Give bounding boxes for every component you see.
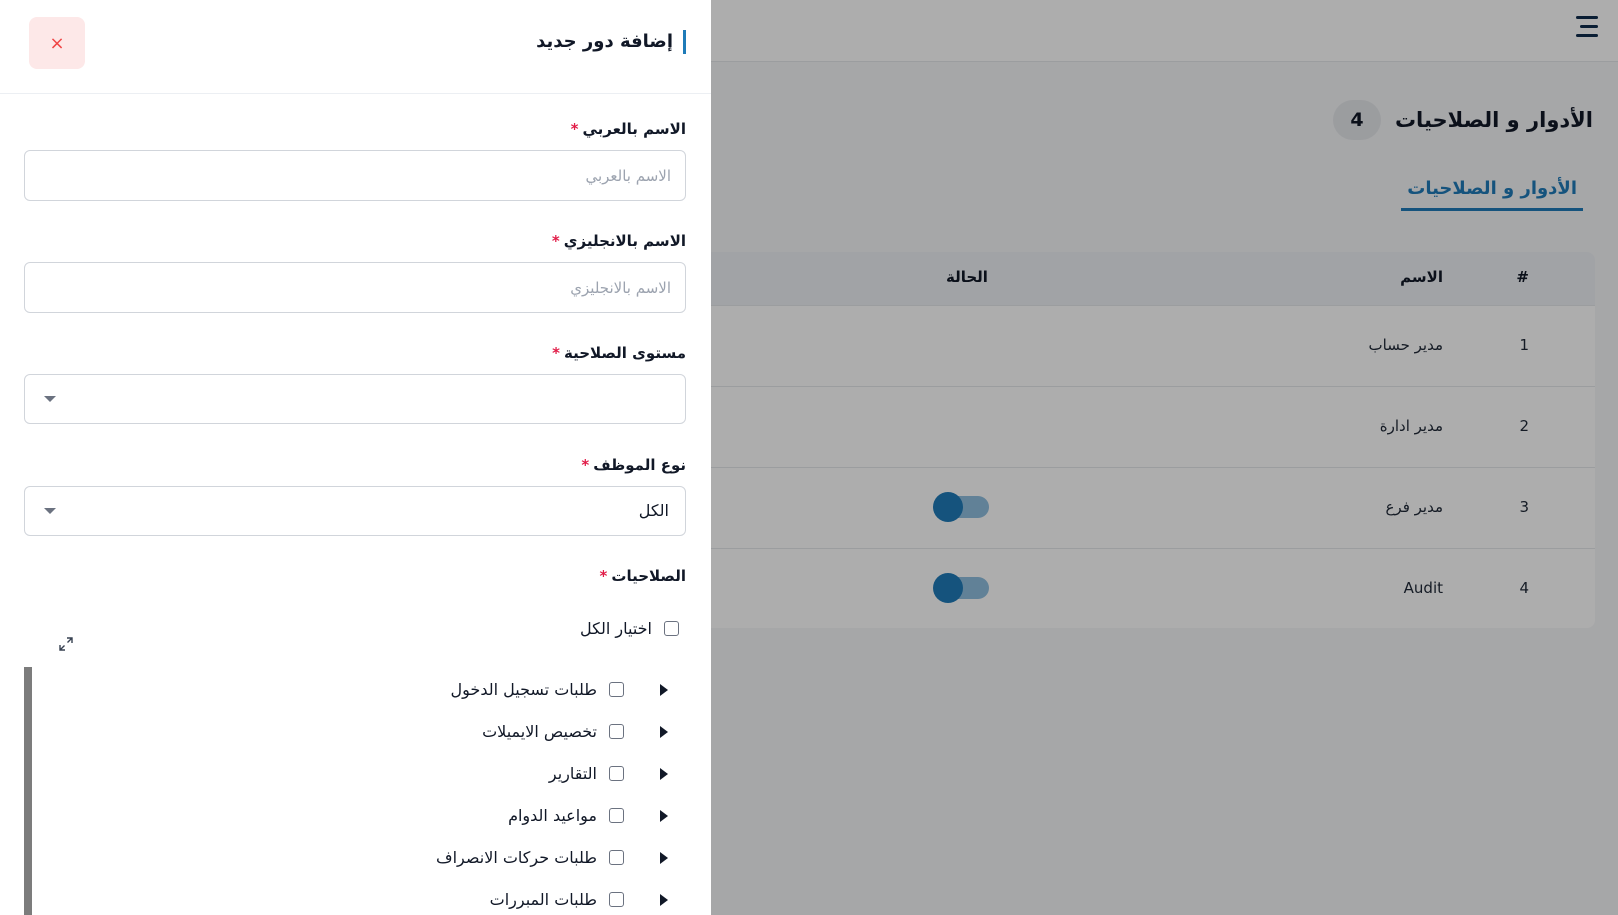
name-ar-input[interactable] (24, 150, 686, 201)
count-badge: 4 (1333, 100, 1381, 140)
caret-right-icon[interactable] (660, 684, 668, 696)
caret-right-icon[interactable] (660, 726, 668, 738)
permission-label: مواعيد الدوام (508, 806, 597, 825)
permission-item[interactable] (436, 848, 668, 867)
employee-type-select[interactable] (24, 486, 686, 536)
close-button[interactable] (29, 17, 85, 69)
required-mark: * (570, 120, 579, 138)
level-label: مستوى الصلاحية* (552, 344, 686, 362)
name-ar-label: الاسم بالعربي* (570, 120, 686, 138)
employee-type-label: نوع الموظف* (581, 456, 686, 474)
permission-checkbox[interactable] (609, 850, 624, 865)
row-name: مدير فرع (1385, 498, 1443, 516)
permission-label: طلبات حركات الانصراف (436, 848, 597, 867)
permission-item[interactable] (490, 890, 668, 909)
permission-checkbox[interactable] (609, 766, 624, 781)
permission-label: طلبات تسجيل الدخول (450, 680, 597, 699)
drawer-title: إضافة دور جديد (536, 30, 686, 54)
permission-item[interactable] (451, 680, 668, 699)
tab-roles[interactable]: الأدوار و الصلاحيات (1401, 178, 1583, 211)
row-index: 1 (1519, 336, 1529, 354)
permission-label: تخصيص الايميلات (482, 722, 597, 741)
permission-label: طلبات المبررات (489, 890, 597, 909)
permission-item[interactable] (549, 764, 668, 783)
permission-checkbox[interactable] (609, 892, 624, 907)
column-header-status: الحالة (946, 268, 988, 286)
level-select[interactable] (24, 374, 686, 424)
row-index: 3 (1519, 498, 1529, 516)
permission-item[interactable] (482, 722, 668, 741)
caret-right-icon[interactable] (660, 894, 668, 906)
tree-scrollbar[interactable] (24, 667, 32, 915)
name-en-label: الاسم بالانجليزي* (551, 232, 686, 250)
row-name: Audit (1403, 579, 1443, 597)
close-icon: × (49, 32, 65, 54)
permission-item[interactable] (508, 806, 668, 825)
caret-right-icon[interactable] (660, 810, 668, 822)
column-header-index: # (1516, 268, 1529, 286)
permission-label: التقارير (548, 764, 597, 783)
name-en-input[interactable] (24, 262, 686, 313)
row-index: 2 (1519, 417, 1529, 435)
permissions-label: الصلاحيات* (599, 567, 686, 585)
required-mark: * (552, 344, 560, 362)
permission-checkbox[interactable] (609, 808, 624, 823)
drawer-header (0, 0, 711, 94)
permission-checkbox[interactable] (609, 724, 624, 739)
select-all-label: اختيار الكل (580, 619, 652, 638)
page-title: الأدوار و الصلاحيات (1394, 108, 1593, 132)
required-mark: * (599, 567, 608, 585)
select-all-checkbox[interactable] (664, 621, 679, 636)
permission-checkbox[interactable] (609, 682, 624, 697)
caret-right-icon[interactable] (660, 768, 668, 780)
add-role-drawer (0, 0, 711, 915)
chevron-down-icon (44, 508, 56, 514)
row-index: 4 (1519, 579, 1529, 597)
required-mark: * (581, 456, 590, 474)
employee-type-select-value: الكل (638, 501, 669, 520)
caret-right-icon[interactable] (660, 852, 668, 864)
chevron-down-icon (44, 396, 56, 402)
required-mark: * (551, 232, 560, 250)
expand-icon[interactable] (57, 635, 75, 653)
select-all[interactable] (580, 619, 679, 638)
column-header-name: الاسم (1400, 268, 1443, 286)
row-name: مدير حساب (1368, 336, 1443, 354)
row-name: مدير ادارة (1379, 417, 1443, 435)
